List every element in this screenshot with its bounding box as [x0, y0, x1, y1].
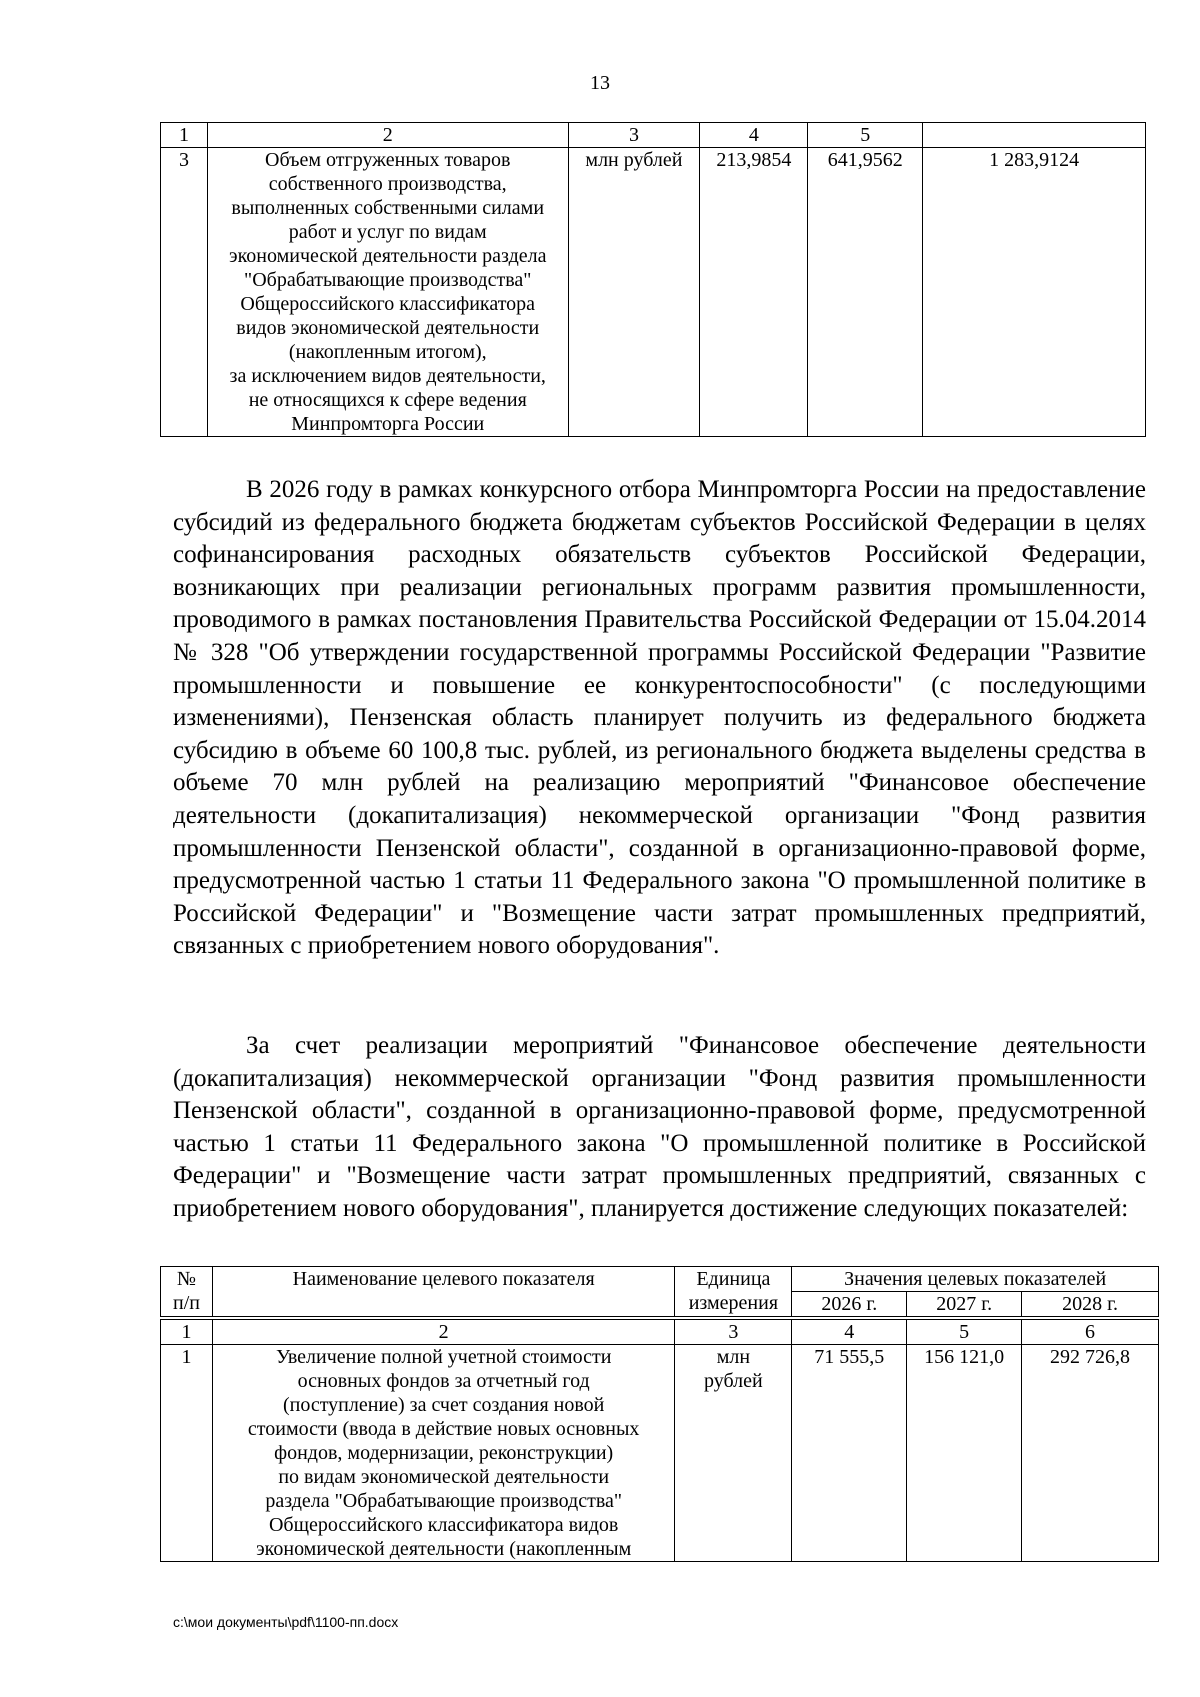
col-number-cell: 6: [1022, 1318, 1159, 1345]
column-number-row: [161, 1318, 1159, 1345]
col-number-cell: 5: [808, 123, 923, 148]
indicator-name-line: (поступление) за счет создания новой: [282, 1394, 605, 1416]
indicator-name-line: видов экономической деятельности: [236, 317, 540, 339]
col-number-cell: 2: [212, 1318, 674, 1345]
value-cell: 641,9562: [808, 148, 923, 437]
header-num: [161, 1267, 213, 1319]
header-unit-line: измерения: [688, 1292, 779, 1314]
unit-line: млн: [716, 1346, 751, 1368]
header-year: 2028 г.: [1022, 1292, 1159, 1319]
value-cell: 71 555,5: [792, 1345, 907, 1562]
header-unit: [675, 1267, 792, 1319]
indicator-table-bottom: [160, 1266, 1159, 1562]
col-number-cell: [923, 123, 1146, 148]
indicator-name: [212, 1345, 674, 1562]
indicator-name-line: основных фондов за отчетный год: [297, 1370, 590, 1392]
header-values-title: Значения целевых показателей: [792, 1267, 1159, 1292]
paragraph-indicators-intro: За счет реализации мероприятий "Финансовое обеспечение деятельности (докапитализация) некоммерческой организации "Фонд развития промышленности Пензенской области", созданной в организационно-правовой форме, предусмотренной частью 1 статьи 11 Федерального закона "О промышленной политике в Российской Федерации" и "Возмещение части затрат промышленных предприятий, связанных с приобретением нового оборудования", планируется достижение следующих показателей:: [173, 1032, 1146, 1222]
col-number-cell: 4: [700, 123, 808, 148]
unit-line: рублей: [704, 1370, 763, 1392]
col-number-cell: 2: [207, 123, 568, 148]
indicator-name-line: выполненных собственными силами: [231, 197, 545, 219]
table-row: [161, 1345, 1159, 1562]
column-number-row: [161, 123, 1146, 148]
indicator-name: [207, 148, 568, 437]
row-number: 3: [161, 148, 208, 437]
col-number-cell: 3: [675, 1318, 792, 1345]
indicator-name-line: (накопленным итогом),: [288, 341, 487, 363]
header-name: Наименование целевого показателя: [212, 1267, 674, 1319]
indicator-table-top: [160, 122, 1146, 437]
indicator-name-line: Минпромторга России: [291, 413, 485, 435]
unit-cell: млн рублей: [568, 148, 700, 437]
col-number-cell: 3: [568, 123, 700, 148]
paragraph-subsidy: В 2026 году в рамках конкурсного отбора Минпромторга России на предоставление субсидий из федерального бюджета бюджетам субъектов Российской Федерации в целях софинансирования расходных обязательств субъектов Российской Федерации, возникающих при реализации региональных программ развития промышленности, проводимого в рамках постановления Правительства Российской Федерации от 15.04.2014 № 328 "Об утверждении государственной программы Российской Федерации "Развитие промышленности и повышение ее конкурентоспособности" (с последующими изменениями), Пензенская область планирует получить из федерального бюджета субсидию в объеме 60 100,8 тыс. рублей, из регионального бюджета выделены средства в объеме 70 млн рублей на реализацию мероприятий "Финансовое обеспечение деятельности (докапитализация) некоммерческой организации "Фонд развития промышленности Пензенской области", созданной в организационно-правовой форме, предусмотренной частью 1 статьи 11 Федерального закона "О промышленной политике в Российской Федерации" и "Возмещение части затрат промышленных предприятий, связанных с приобретением нового оборудования".: [173, 476, 1146, 960]
footer-file-path: c:\мои документы\pdf\1100-пп.docx: [173, 1614, 399, 1630]
indicator-name-line: раздела "Обрабатывающие производства": [265, 1490, 623, 1512]
header-num-line: п/п: [172, 1292, 200, 1314]
header-year: 2026 г.: [792, 1292, 907, 1319]
header-num-line: №: [176, 1268, 197, 1290]
table-header-row: [161, 1267, 1159, 1292]
indicator-name-line: Объем отгруженных товаров: [265, 149, 511, 171]
indicator-name-line: не относящихся к сфере ведения: [248, 389, 527, 411]
header-unit-line: Единица: [696, 1268, 771, 1290]
indicator-name-line: Общероссийского классификатора видов: [268, 1514, 619, 1536]
indicator-name-line: Увеличение полной учетной стоимости: [275, 1346, 612, 1368]
value-cell: 156 121,0: [907, 1345, 1022, 1562]
page-number: 13: [590, 72, 610, 94]
header-year: 2027 г.: [907, 1292, 1022, 1319]
table-row: [161, 148, 1146, 437]
indicator-name-line: за исключением видов деятельности,: [229, 365, 546, 387]
indicator-name-line: стоимости (ввода в действие новых основных: [247, 1418, 640, 1440]
indicator-name-line: экономической деятельности раздела: [228, 245, 547, 267]
indicator-name-line: по видам экономической деятельности: [278, 1466, 610, 1488]
indicator-name-line: Общероссийского классификатора: [240, 293, 536, 315]
value-cell: 1 283,9124: [923, 148, 1146, 437]
value-cell: 213,9854: [700, 148, 808, 437]
unit-cell: [675, 1345, 792, 1562]
indicator-name-line: собственного производства,: [268, 173, 507, 195]
col-number-cell: 1: [161, 1318, 213, 1345]
col-number-cell: 5: [907, 1318, 1022, 1345]
indicator-name-line: "Обрабатывающие производства": [244, 269, 532, 291]
value-cell: 292 726,8: [1022, 1345, 1159, 1562]
indicator-name-line: фондов, модернизации, реконструкции): [274, 1442, 614, 1464]
indicator-name-line: экономической деятельности (накопленным: [256, 1538, 632, 1560]
indicator-name-line: работ и услуг по видам: [288, 221, 487, 243]
col-number-cell: 4: [792, 1318, 907, 1345]
row-number: 1: [161, 1345, 213, 1562]
col-number-cell: 1: [161, 123, 208, 148]
